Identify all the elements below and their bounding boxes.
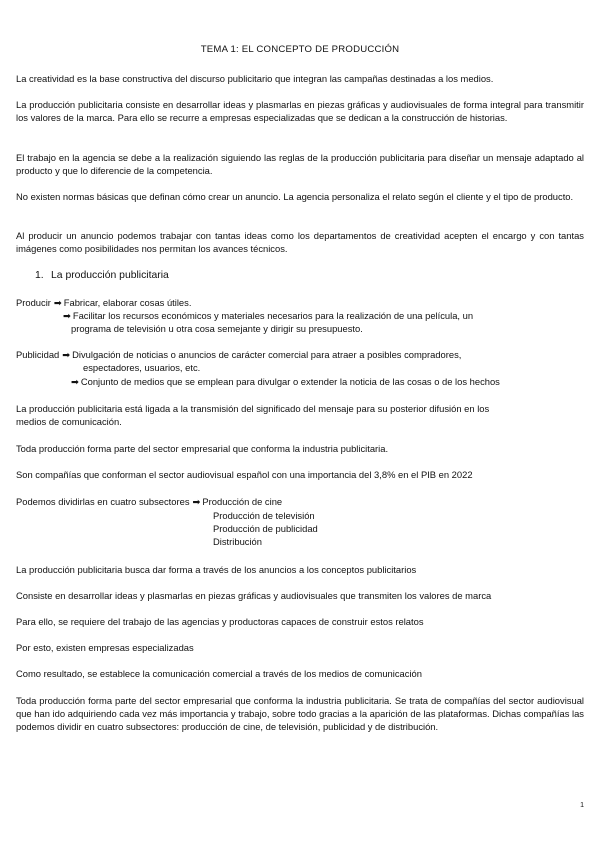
arrow-icon: ➡ (192, 496, 201, 507)
short-paragraph-2: Consiste en desarrollar ideas y plasmarlas en piezas gráficas y audiovisuales que transmiten los valores de marca (16, 590, 492, 601)
section-heading (35, 270, 169, 281)
publicidad-def-2: Conjunto de medios que se emplean para divulgar o extender la noticia de las cosas o de los hechos (80, 376, 500, 387)
intro-paragraph-5: Al producir un anuncio podemos trabajar con tantas ideas como los departamentos de creatividad acepten el encargo y con tantas imágenes como posibilidades nos permitan los avances técnicos. (16, 230, 584, 254)
intro-paragraph-1: La creatividad es la base constructiva del discurso publicitario que integran las campañas destinadas a los medios. (16, 73, 494, 84)
term-producir: Producir (16, 297, 51, 308)
subsector-item: Producción de cine (202, 496, 283, 507)
publicidad-def-1-line1: Divulgación de noticias o anuncios de carácter comercial para atraer a posibles compradores, (72, 349, 462, 360)
arrow-icon: ➡ (53, 297, 62, 308)
section-number: 1. (35, 270, 44, 281)
document-title: TEMA 1: EL CONCEPTO DE PRODUCCIÓN (200, 44, 400, 55)
page-number: 1 (580, 802, 584, 809)
subsectores-lead-text: Podemos dividirlas en cuatro subsectores (16, 496, 190, 507)
paragraph-ligada-line2: medios de comunicación. (16, 416, 122, 427)
producir-def-1: Fabricar, elaborar cosas útiles. (63, 297, 192, 308)
producir-def-2-line1: Facilitar los recursos económicos y materiales necesarios para la realización de una película, un (72, 310, 474, 321)
definition-producir-2 (60, 309, 473, 322)
intro-paragraph-2: La producción publicitaria consiste en desarrollar ideas y plasmarlas en piezas gráficas y audiovisuales de forma integral para transmitir los valores de la marca. Para ello se recurre a empresas especializadas que se dedican a la construcción de historias. (16, 99, 584, 123)
term-publicidad: Publicidad (16, 349, 60, 360)
definition-producir-1 (16, 296, 191, 309)
short-paragraph-3: Para ello, se requiere del trabajo de las agencias y productoras capaces de construir estos relatos (16, 616, 424, 627)
subsectores-lead (16, 495, 282, 508)
short-paragraph-4: Por esto, existen empresas especializadas (16, 642, 194, 653)
short-paragraph-5: Como resultado, se establece la comunicación comercial a través de los medios de comunicación (16, 668, 422, 679)
paragraph-ligada-line1: La producción publicitaria está ligada a la transmisión del significado del mensaje para su posterior difusión en los (16, 403, 490, 414)
publicidad-def-1-line2: espectadores, usuarios, etc. (83, 362, 201, 373)
intro-paragraph-3: El trabajo en la agencia se debe a la realización siguiendo las reglas de la producción publicitaria para diseñar un mensaje adaptado al producto y que lo diferencie de la competencia. (16, 152, 584, 176)
paragraph-sector: Toda producción forma parte del sector empresarial que conforma la industria publicitaria. (16, 443, 389, 454)
definition-publicidad-1 (16, 348, 461, 361)
producir-def-2-line2: programa de televisión u otra cosa semejante y dirigir su presupuesto. (71, 323, 363, 334)
arrow-icon: ➡ (63, 310, 71, 321)
definition-publicidad-2 (68, 375, 500, 388)
intro-paragraph-4: No existen normas básicas que definan cómo crear un anuncio. La agencia personaliza el relato según el cliente y el tipo de producto. (16, 191, 574, 202)
paragraph-companias: Son compañías que conforman el sector audiovisual español con una importancia del 3,8% en el PIB en 2022 (16, 469, 473, 480)
subsector-item: Producción de publicidad (213, 523, 318, 534)
arrow-icon: ➡ (71, 376, 79, 387)
arrow-icon: ➡ (62, 349, 71, 360)
short-paragraph-1: La producción publicitaria busca dar forma a través de los anuncios a los conceptos publicitarios (16, 564, 417, 575)
final-paragraph: Toda producción forma parte del sector empresarial que conforma la industria publicitaria. Se trata de compañías del sector audiovisual que han ido adquiriendo cada vez más importancia y trabajo, sobre todo gracias a la aparición de las plataformas. Dichas compañías las podemos dividir en cuatro subsectores: producción de cine, de televisión, publicidad y de distribución. (16, 695, 584, 732)
section-title: La producción publicitaria (51, 270, 169, 281)
subsector-item: Distribución (213, 536, 262, 547)
subsector-item: Producción de televisión (213, 510, 315, 521)
